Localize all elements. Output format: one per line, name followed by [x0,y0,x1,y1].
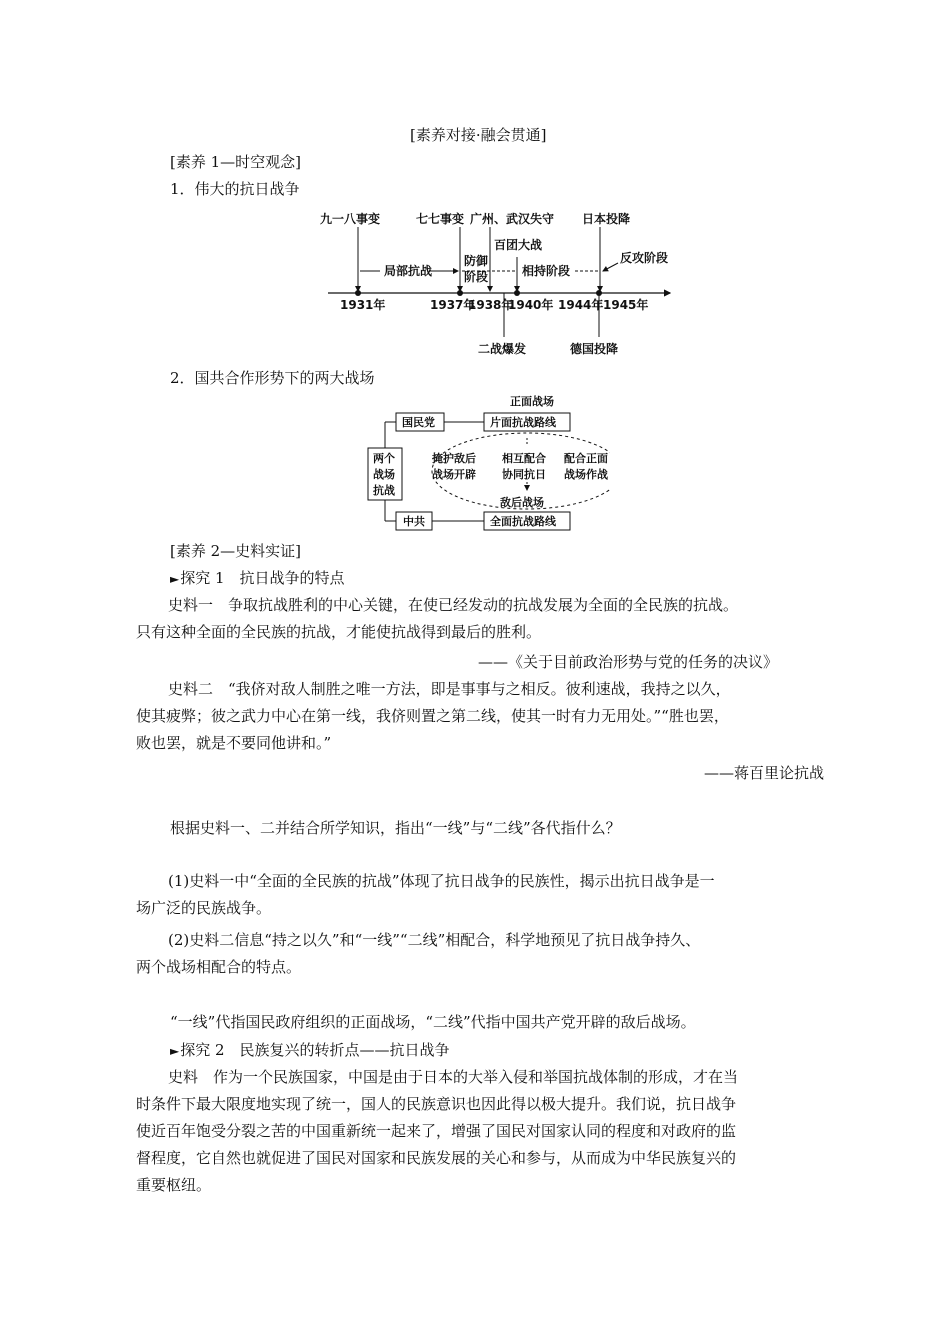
year-1945: 1945年 [603,298,649,312]
explore1-title: 探究 1 抗日战争的特点 [180,569,345,587]
analysis-line: (1)史料一中“全面的全民族的抗战”体现了抗日战争的民族性，揭示出抗日战争是一 [168,872,715,890]
note-center-2: 协同抗日 [502,468,546,481]
item2-title: 2．国共合作形势下的两大战场 [170,369,375,387]
explore1-question: 根据史料一、二并结合所学知识，指出“一线”与“二线”各代指什么？ [170,819,621,837]
battlefields-diagram [360,390,610,540]
analysis-line: 两个战场相配合的特点。 [136,958,302,976]
note-center-1: 相互配合 [502,452,546,465]
explore1-heading [170,568,345,589]
year-1944: 1944年 [558,298,604,312]
left-box-line3: 抗战 [373,484,395,497]
year-1937: 1937年 [430,298,476,312]
analysis-line: (2)史料二信息“持之以久”和“一线”“二线”相配合，科学地预见了抗日战争持久、 [168,931,701,949]
source2-line: 败也罢，就是不要同他讲和。” [136,734,332,752]
left-box-line1: 两个 [373,452,395,465]
section2-tag: [素养 2—史料实证] [170,542,302,560]
source2-line: 使其疲弊；彼之武力中心在第一线，我侪则置之第二线，使其一时有力无用处。”“胜也罢， [136,707,729,725]
analysis-1 [136,868,818,922]
source1-citation: ——《关于目前政治形势与党的任务的决议》 [478,653,779,671]
note-right-1: 配合正面 [564,452,608,465]
left-box-line2: 战场 [373,468,395,481]
source2-line: 史料二 “我侪对敌人制胜之唯一方法，即是事事与之相反。彼利速战，我持之以久， [168,680,731,698]
total-war-line: 全面抗战路线 [490,515,556,528]
event-77: 七七事变 [416,212,465,226]
explore1-answer: “一线”代指国民政府组织的正面战场，“二线”代指中国共产党开辟的敌后战场。 [170,1013,696,1031]
source-line: 使近百年饱受分裂之苦的中国重新统一起来了，增强了国民对国家认同的程度和对政府的监 [136,1122,737,1140]
source-line: 时条件下最大限度地实现了统一，国人的民族意识也因此得以极大提升。我们说，抗日战争 [136,1095,737,1113]
source-line: 督程度，它自然也就促进了国民对国家和民族发展的关心和参与，从而成为中华民族复兴的 [136,1149,737,1167]
stage-counteroffensive: 反攻阶段 [620,251,669,265]
year-1931: 1931年 [340,298,386,312]
explore2-title: 探究 2 民族复兴的转折点——抗日战争 [180,1041,450,1059]
rear-battlefield-label: 敌后战场 [500,496,544,509]
stage-defense-2: 阶段 [464,270,489,284]
event-guangzhou-wuhan: 广州、武汉失守 [470,212,555,226]
explore1-source1 [136,592,818,646]
note-left-2: 战场开辟 [432,468,476,481]
event-918: 九一八事变 [320,212,381,226]
timeline-diagram [318,205,678,365]
kmt-label: 国民党 [402,416,435,429]
stage-local: 局部抗战 [384,264,433,278]
event-hundred-regiments: 百团大战 [494,238,543,252]
section-header: [素养对接·融会贯通] [410,126,547,144]
analysis-2 [136,927,818,981]
event-germany-surrender: 德国投降 [570,342,619,356]
stage-defense-1: 防御 [464,254,489,268]
event-japan-surrender: 日本投降 [582,212,631,226]
event-ww2-start: 二战爆发 [478,342,527,356]
ccp-label: 中共 [403,515,425,528]
section1-tag: [素养 1—时空观念] [170,153,302,171]
stage-stalemate: 相持阶段 [522,264,571,278]
partial-war-line: 片面抗战路线 [490,416,556,429]
source1-line: 只有这种全面的全民族的抗战，才能使抗战得到最后的胜利。 [136,623,542,641]
pointer-icon: ► [170,1044,180,1058]
explore1-source2 [136,676,818,757]
pointer-icon: ► [170,572,180,586]
item1-title: 1．伟大的抗日战争 [170,180,300,198]
analysis-line: 场广泛的民族战争。 [136,899,272,917]
source-line: 史料 作为一个民族国家，中国是由于日本的大举入侵和举国抗战体制的形成，才在当 [168,1068,739,1086]
source-line: 重要枢纽。 [136,1176,212,1194]
explore2-heading [170,1040,450,1061]
source1-line: 史料一 争取抗战胜利的中心关键，在使已经发动的抗战发展为全面的全民族的抗战。 [168,596,739,614]
year-1940: 1940年 [508,298,554,312]
note-right-2: 战场作战 [564,468,608,481]
note-left-1: 掩护敌后 [432,452,476,465]
year-1938: 1938年 [468,298,514,312]
source2-citation: ——蒋百里论抗战 [704,764,825,782]
frontal-battlefield-label: 正面战场 [510,395,554,408]
explore2-source [136,1064,818,1199]
